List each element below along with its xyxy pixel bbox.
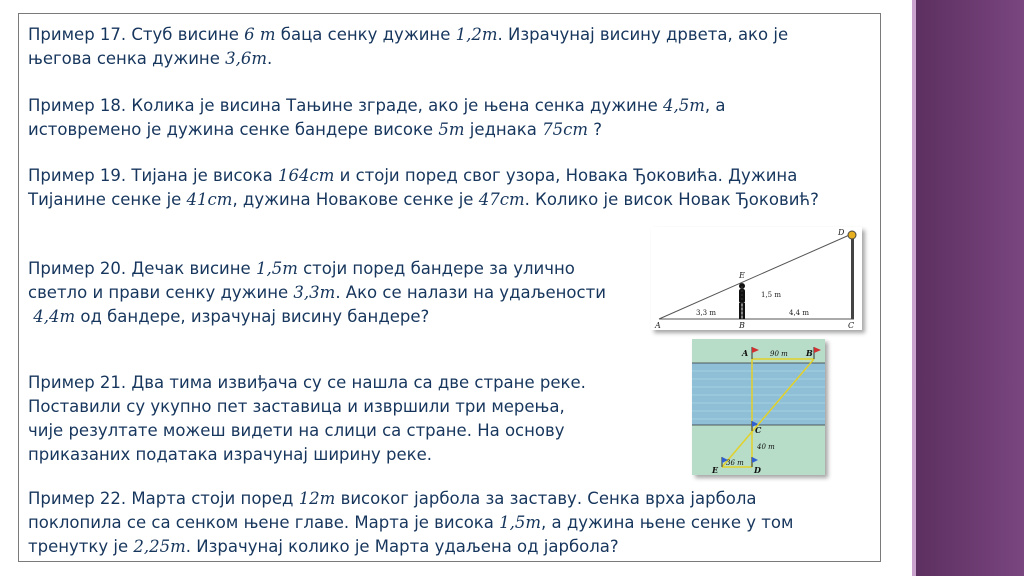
lamp-light-icon bbox=[848, 231, 856, 239]
fig1-seg-ab: 3,3 m bbox=[696, 309, 716, 317]
fig1-seg-bc: 4,4 m bbox=[789, 309, 809, 317]
p17-math-height: 6 m bbox=[244, 25, 276, 44]
p18-text-b: , а bbox=[704, 96, 726, 115]
fig1-label-c: C bbox=[848, 321, 855, 330]
problem-22 bbox=[28, 487, 793, 559]
fig2-label-c: C bbox=[755, 425, 762, 435]
p22-text-e: тренутку је bbox=[28, 537, 134, 556]
boy-figure-icon bbox=[739, 283, 745, 319]
p20-text-a: Пример 20. Дечак висине bbox=[28, 259, 256, 278]
p18-math-b: 5m bbox=[438, 120, 465, 139]
p20-text-d: . Ако се налази на удаљености bbox=[335, 283, 606, 302]
p19-math-a: 164cm bbox=[277, 166, 335, 185]
fig1-label-e: E bbox=[739, 271, 745, 280]
p21-line-1: Пример 21. Два тима извиђача су се нашла са две стране реке. bbox=[28, 373, 586, 392]
problem-18 bbox=[28, 94, 725, 142]
light-ray-line bbox=[659, 233, 854, 319]
p17-text-c: . Израчунај висину дрвета, ако је bbox=[497, 25, 789, 44]
p19-math-c: 47cm bbox=[478, 190, 525, 209]
p22-text-d: , а дужина њене сенке у том bbox=[541, 513, 794, 532]
p20-math-a: 1,5m bbox=[255, 259, 298, 278]
fig1-label-a: A bbox=[655, 321, 661, 330]
p17-text-d: његова сенка дужине bbox=[28, 49, 226, 68]
p20-math-c: 4,4m bbox=[33, 307, 76, 326]
p21-line-3: чије резултате можеш видети на слици са стране. На основу bbox=[28, 421, 565, 440]
p22-math-b: 1,5m bbox=[499, 513, 542, 532]
p19-text-b: и стоји поред свог узора, Новака Ђоковића. Дужина bbox=[334, 166, 798, 185]
river-figure bbox=[692, 339, 825, 475]
fig2-label-a: A bbox=[742, 348, 749, 358]
p19-math-b: 41cm bbox=[186, 190, 233, 209]
problem-21 bbox=[28, 371, 586, 467]
p22-math-a: 12m bbox=[298, 489, 336, 508]
p19-text-d: , дужина Новакове сенке је bbox=[232, 190, 479, 209]
p17-text-e: . bbox=[267, 49, 273, 68]
p20-text-c: светло и прави сенку дужине bbox=[28, 283, 294, 302]
fig2-label-e: E bbox=[712, 465, 719, 475]
river-water bbox=[692, 363, 825, 425]
p18-text-d: једнака bbox=[464, 120, 543, 139]
p19-text-c: Тијанине сенке је bbox=[28, 190, 187, 209]
p20-text-b: стоји поред бандере за улично bbox=[297, 259, 575, 278]
p19-text-a: Пример 19. Тијана је висока bbox=[28, 166, 278, 185]
fig2-dist-cd: 40 m bbox=[757, 443, 775, 451]
river-diagram bbox=[692, 339, 825, 475]
fig2-dist-de: 36 m bbox=[726, 459, 744, 467]
fig2-label-d: D bbox=[754, 465, 761, 475]
fig2-label-b: B bbox=[806, 348, 813, 358]
p18-text-e: ? bbox=[588, 120, 603, 139]
problem-20 bbox=[28, 257, 606, 329]
lamp-post bbox=[851, 237, 854, 319]
decorative-side-band bbox=[912, 0, 1024, 576]
p21-line-4: приказаних података израчунај ширину реке. bbox=[28, 445, 433, 464]
p17-math-tree-shadow: 3,6m bbox=[225, 49, 267, 68]
p22-text-f: . Израчунај колико је Марта удаљена од јарбола? bbox=[185, 537, 619, 556]
p22-text-b: високог јарбола за заставу. Сенка врха јарбола bbox=[335, 489, 757, 508]
fig1-height: 1,5 m bbox=[761, 291, 781, 299]
lamp-shadow-diagram bbox=[651, 227, 862, 330]
p22-math-c: 2,25m bbox=[133, 537, 186, 556]
p18-math-a: 4,5m bbox=[662, 96, 705, 115]
p22-text-a: Пример 22. Марта стоји поред bbox=[28, 489, 299, 508]
side-band-stripe bbox=[912, 0, 916, 576]
p18-math-c: 75cm bbox=[542, 120, 588, 139]
p20-text-e: од бандере, израчунај висину бандере? bbox=[75, 307, 430, 326]
p18-text-c: истовремено је дужина сенке бандере високе bbox=[28, 120, 439, 139]
problem-17 bbox=[28, 23, 788, 71]
fig1-label-d: D bbox=[838, 228, 845, 237]
p17-text-b: баца сенку дужине bbox=[275, 25, 456, 44]
fig1-label-b: B bbox=[739, 321, 745, 330]
p22-text-c: поклопила се са сенком њене главе. Марта је висока bbox=[28, 513, 500, 532]
p18-text-a: Пример 18. Колика је висина Тањине зграде, ако је њена сенка дужине bbox=[28, 96, 663, 115]
p17-text-a: Пример 17. Стуб висине bbox=[28, 25, 245, 44]
p21-line-2: Поставили су укупно пет заставица и извршили три мерења, bbox=[28, 397, 565, 416]
fig2-dist-ab: 90 m bbox=[770, 350, 788, 358]
p20-math-b: 3,3m bbox=[293, 283, 336, 302]
p17-math-shadow: 1,2m bbox=[455, 25, 498, 44]
problem-19 bbox=[28, 164, 819, 212]
lamp-shadow-figure bbox=[651, 227, 862, 330]
p19-text-e: . Колико је висок Новак Ђоковић? bbox=[524, 190, 819, 209]
